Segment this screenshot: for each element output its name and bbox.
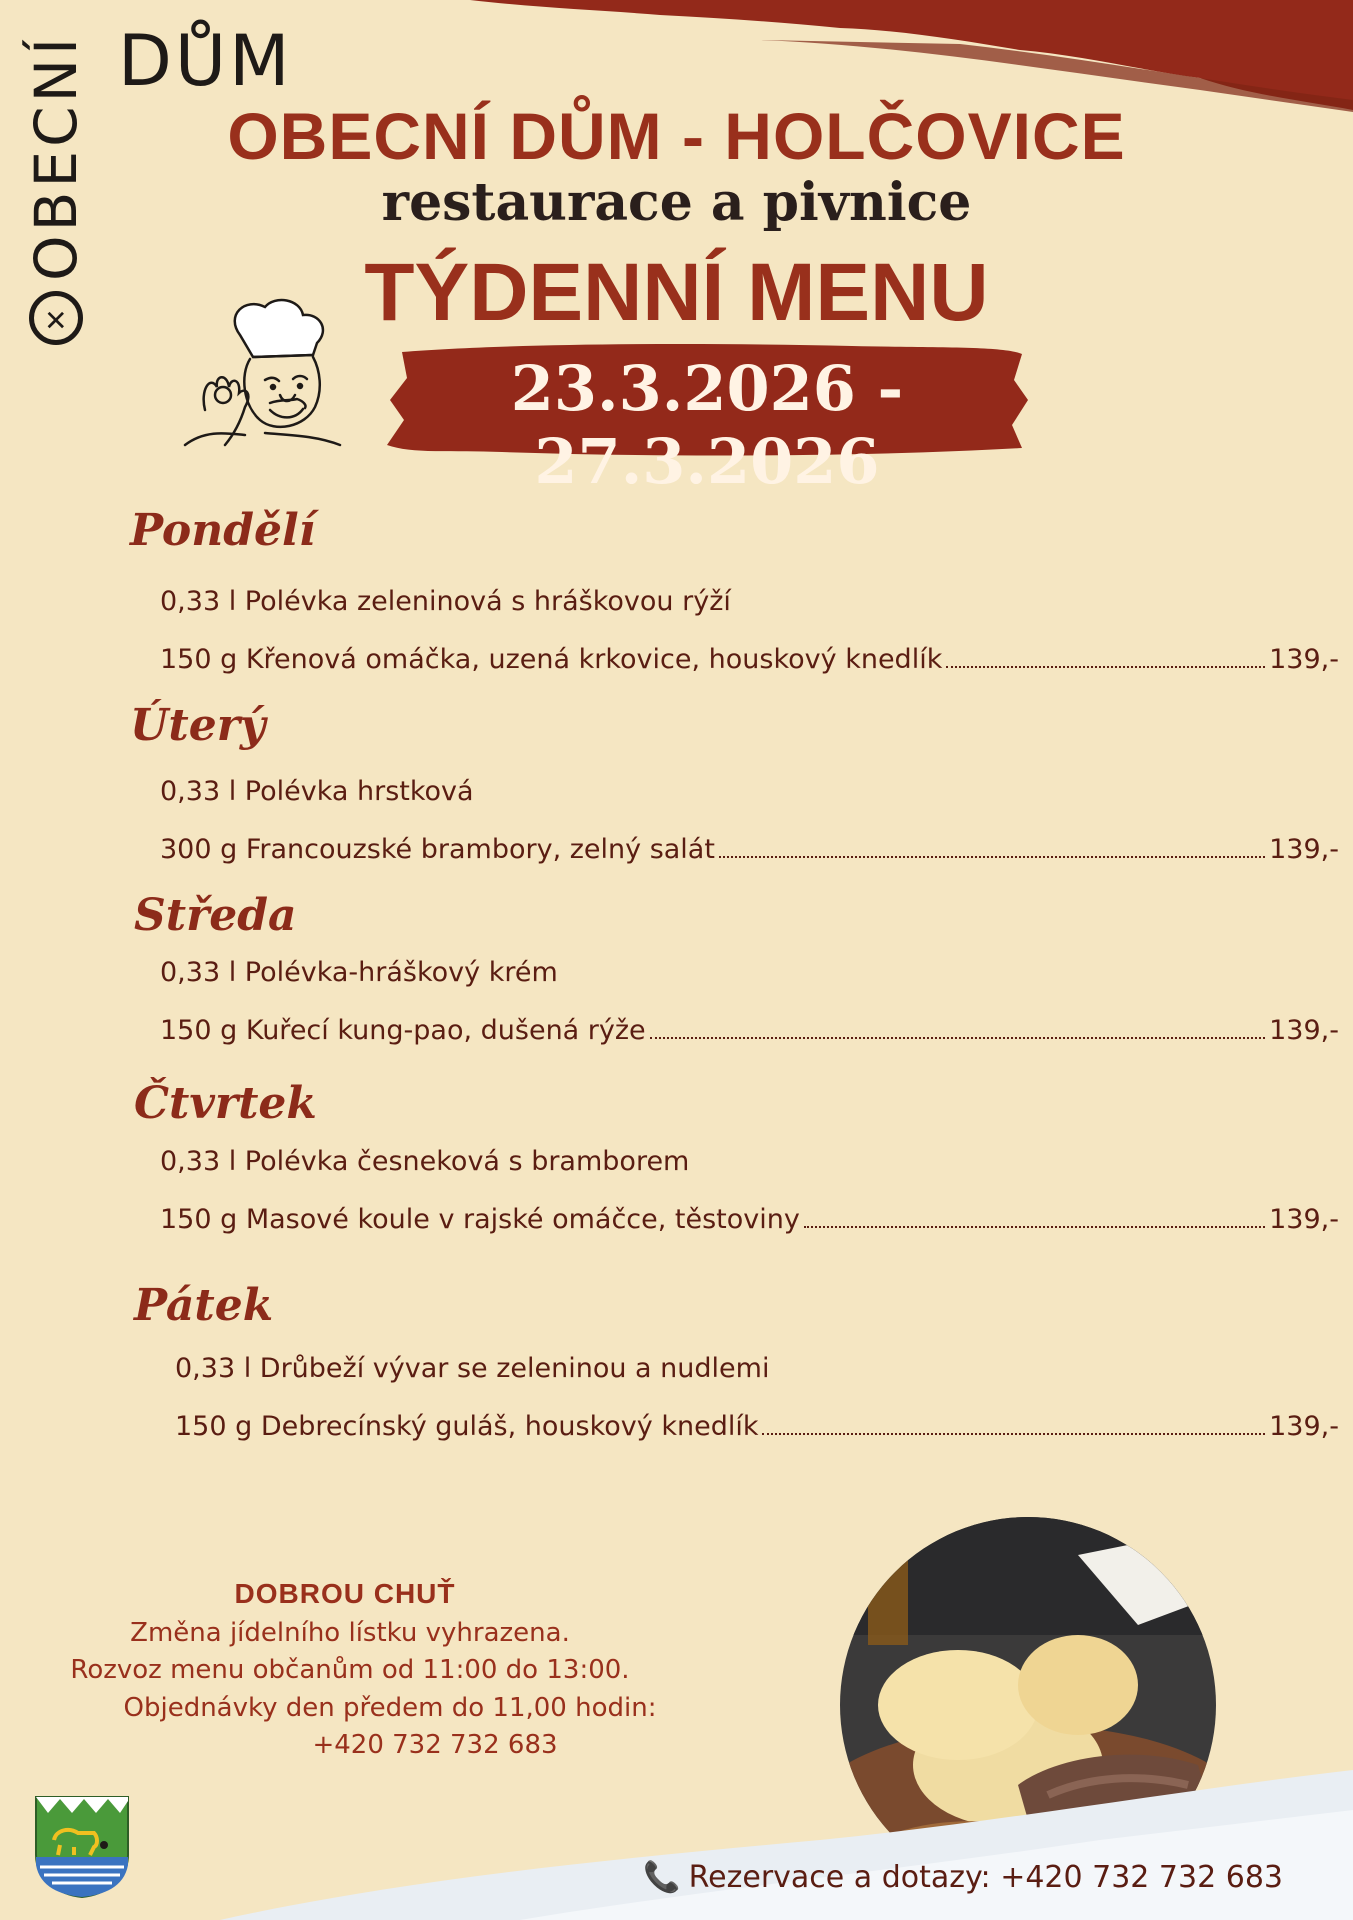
phone-icon: 📞 — [643, 1860, 681, 1895]
contact-line — [643, 1860, 1283, 1895]
logo-horizontal-text: DŮM — [118, 20, 293, 102]
footer-phone: +420 732 732 683 — [312, 1730, 558, 1760]
price-wednesday: 139,- — [1269, 1015, 1339, 1046]
price-monday: 139,- — [1269, 644, 1339, 675]
fork-knife-icon: ✕ — [29, 291, 83, 345]
contact-text: Rezervace a dotazy: +420 732 732 683 — [688, 1860, 1283, 1895]
restaurant-subtitle: restaurace a pivnice — [381, 172, 972, 233]
day-title-friday: Pátek — [134, 1280, 274, 1331]
footer-heading: DOBROU CHUŤ — [234, 1578, 456, 1609]
dot-leader — [804, 1226, 1265, 1228]
menu-title: TÝDENNÍ MENU — [364, 247, 989, 338]
soup-monday: 0,33 l Polévka zeleninová s hráškovou rýží — [160, 586, 731, 617]
main-dish-thursday — [160, 1204, 1339, 1235]
main-dish-tuesday — [160, 834, 1339, 865]
price-tuesday: 139,- — [1269, 834, 1339, 865]
main-dish-friday-name: 150 g Debrecínský guláš, houskový knedlík — [175, 1411, 759, 1442]
main-dish-tuesday-name: 300 g Francouzské brambory, zelný salát — [160, 834, 715, 865]
day-title-tuesday: Úterý — [130, 700, 266, 751]
chef-illustration — [145, 295, 345, 450]
logo-vertical-text: OBECNÍ — [22, 33, 90, 281]
main-dish-wednesday-name: 150 g Kuřecí kung-pao, dušená rýže — [160, 1015, 646, 1046]
main-dish-friday — [175, 1411, 1339, 1442]
footer-note-change: Změna jídelního lístku vyhrazena. — [130, 1618, 570, 1648]
soup-friday: 0,33 l Drůbeží vývar se zeleninou a nudlemi — [175, 1353, 770, 1384]
village-crest-icon — [34, 1795, 130, 1899]
price-thursday: 139,- — [1269, 1204, 1339, 1235]
main-dish-monday-name: 150 g Křenová omáčka, uzená krkovice, houskový knedlík — [160, 644, 943, 675]
price-friday: 139,- — [1269, 1411, 1339, 1442]
footer-note-orders: Objednávky den předem do 11,00 hodin: — [123, 1693, 657, 1723]
footer-note-delivery: Rozvoz menu občanům od 11:00 do 13:00. — [70, 1655, 630, 1685]
restaurant-title: OBECNÍ DŮM - HOLČOVICE — [227, 99, 1126, 173]
day-title-thursday: Čtvrtek — [134, 1078, 317, 1129]
soup-thursday: 0,33 l Polévka česneková s bramborem — [160, 1146, 690, 1177]
dot-leader — [650, 1037, 1265, 1039]
soup-wednesday: 0,33 l Polévka-hráškový krém — [160, 957, 558, 988]
main-dish-wednesday — [160, 1015, 1339, 1046]
dot-leader — [762, 1433, 1265, 1435]
dot-leader — [946, 666, 1265, 668]
main-dish-monday — [160, 644, 1339, 675]
date-range: 23.3.2026 - 27.3.2026 — [510, 352, 904, 498]
day-title-wednesday: Středa — [134, 890, 297, 941]
soup-tuesday: 0,33 l Polévka hrstková — [160, 776, 474, 807]
day-title-monday: Pondělí — [130, 505, 316, 556]
dot-leader — [719, 856, 1265, 858]
main-dish-thursday-name: 150 g Masové koule v rajské omáčce, těstoviny — [160, 1204, 800, 1235]
date-banner — [382, 340, 1032, 498]
